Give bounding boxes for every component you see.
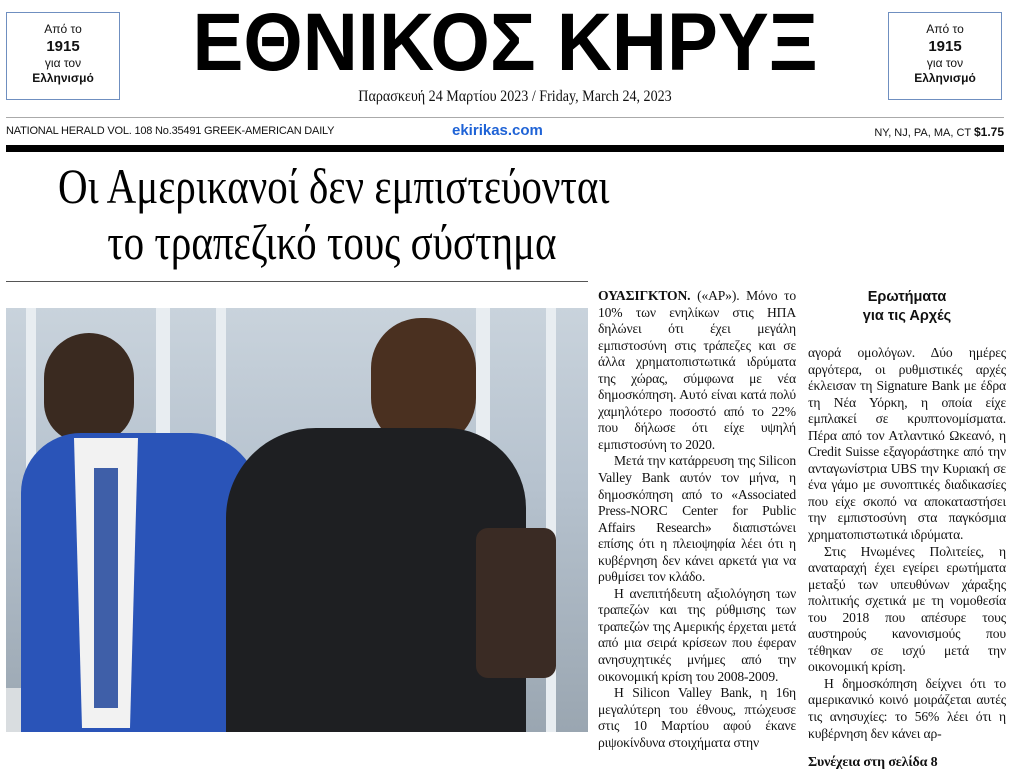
since-1915-badge-right bbox=[888, 12, 1002, 100]
badge-year: 1915 bbox=[46, 38, 80, 55]
article-column-2 bbox=[808, 345, 1006, 771]
issue-date: Παρασκευή 24 Μαρτίου 2023 / Friday, March 24, 2023 bbox=[358, 88, 672, 105]
badge-line: για τον bbox=[44, 56, 82, 70]
headline-line: το τραπεζικό τους σύστημα bbox=[107, 214, 557, 270]
badge-line: για τον bbox=[926, 56, 964, 70]
badge-line: Από το bbox=[44, 22, 82, 36]
article-column-1 bbox=[598, 288, 796, 751]
headline-line: Οι Αμερικανοί δεν εμπιστεύονται bbox=[58, 158, 610, 214]
divider bbox=[6, 117, 1004, 118]
paragraph: αγορά ομολόγων. Δύο ημέρες αργότερα, οι ρυθμιστικές αρχές έκλεισαν τη Signature Bank με έδρα τη Νέα Υόρκη, η οποία είχε εμπλακεί σε κρυπτονομίσματα. Πέρα από τον Ατλαντικό Ωκεανό, η Credit Suisse εξαγοράστηκε από την ανταγωνίστρια UBS την Κυριακή σε ένα γάμο με συνοπτικές διαδικασίες που είχε σκοπό να αποκαταστήσει την εμπιστοσύνη στα παγκόσμια χρηματοπιστωτικά ιδρύματα. bbox=[808, 345, 1006, 543]
continued-on-page-link[interactable]: Συνέχεια στη σελίδα 8 bbox=[808, 755, 938, 771]
headline bbox=[58, 158, 730, 270]
masthead-bar bbox=[6, 145, 1004, 152]
paragraph: Η Silicon Valley Bank, η 16η μεγαλύτερη του έθνους, πτώχευσε στις 10 Μαρτίου αφού έκανε ριψοκίνδυνα στοιχήματα στην bbox=[598, 685, 796, 750]
website-link[interactable]: ekirikas.com bbox=[452, 122, 543, 139]
regions: NY, NJ, PA, MA, CT bbox=[874, 127, 971, 139]
badge-line: Ελληνισμό bbox=[914, 71, 976, 85]
paragraph-text: («ΑΡ»). Μόνο το 10% των ενηλίκων στις ΗΠΑ δηλώνει ότι έχει μεγάλη εμπιστοσύνη στις τράπεζες και σε άλλα χρηματοπιστωτικά ιδρύματα της χώρας, σύμφωνα με νέα δημοσκόπηση. Αυτό είναι κατά πολύ χαμηλότερο ποσοστό από το 22% που δήλωσε ότι είχε υψηλή εμπιστοσύνη το 2020. bbox=[598, 288, 796, 452]
subheading-line: Ερωτήματα bbox=[867, 289, 947, 305]
news-photo bbox=[6, 308, 588, 732]
since-1915-badge-left bbox=[6, 12, 120, 100]
paragraph: Μετά την κατάρρευση της Silicon Valley Bank αυτόν τον μήνα, η δημοσκόπηση από το «Associated Press-NORC Center for Public Affairs Research» διαπιστώνει επίσης ότι η πλειοψηφία λέει ότι η κυβέρνηση δεν κάνει αρκετά για να ρυθμίσει τον κλάδο. bbox=[598, 453, 796, 585]
price-info bbox=[874, 125, 1004, 139]
dateline: ΟΥΑΣΙΓΚΤΟΝ. bbox=[598, 288, 691, 303]
badge-line: Από το bbox=[926, 22, 964, 36]
paragraph: Η δημοσκόπηση δείχνει ότι το αμερικανικό κοινό μοιράζεται αυτές τις ανησυχίες: το 56% λέει ότι η κυβέρνηση δεν κάνει αρ- bbox=[808, 675, 1006, 741]
paragraph: Η ανεπιτήδευτη αξιολόγηση των τραπεζών και της ρύθμισης των τραπεζών της Αμερικής έρχεται μετά από μια σειρά κρίσεων που έφεραν ανησυχητικές μνήμες από την οικονομική κρίση του 2008-2009. bbox=[598, 585, 796, 684]
divider bbox=[6, 281, 588, 282]
badge-year: 1915 bbox=[928, 38, 962, 55]
paragraph: Στις Ηνωμένες Πολιτείες, η αναταραχή έχει εγείρει ερωτήματα μεταξύ των υπευθύνων χάραξης πολιτικής σχετικά με τη νομοθεσία του 2018 που απέσυρε τους αυστηρούς κανονισμούς που τέθηκαν σε ισχύ μετά την οικονομική κρίση. bbox=[808, 543, 1006, 675]
paragraph bbox=[598, 288, 796, 453]
badge-line: Ελληνισμό bbox=[32, 71, 94, 85]
price: $1.75 bbox=[973, 125, 1004, 139]
volume-info: NATIONAL HERALD VOL. 108 No.35491 GREEK-AMERICAN DAILY bbox=[6, 125, 335, 137]
masthead bbox=[125, 0, 885, 86]
newspaper-title: ΕΘΝΙΚΟΣ ΚΗΡΥΞ bbox=[192, 0, 818, 88]
subheading-line: για τις Αρχές bbox=[862, 308, 952, 324]
subheading bbox=[808, 288, 1006, 326]
